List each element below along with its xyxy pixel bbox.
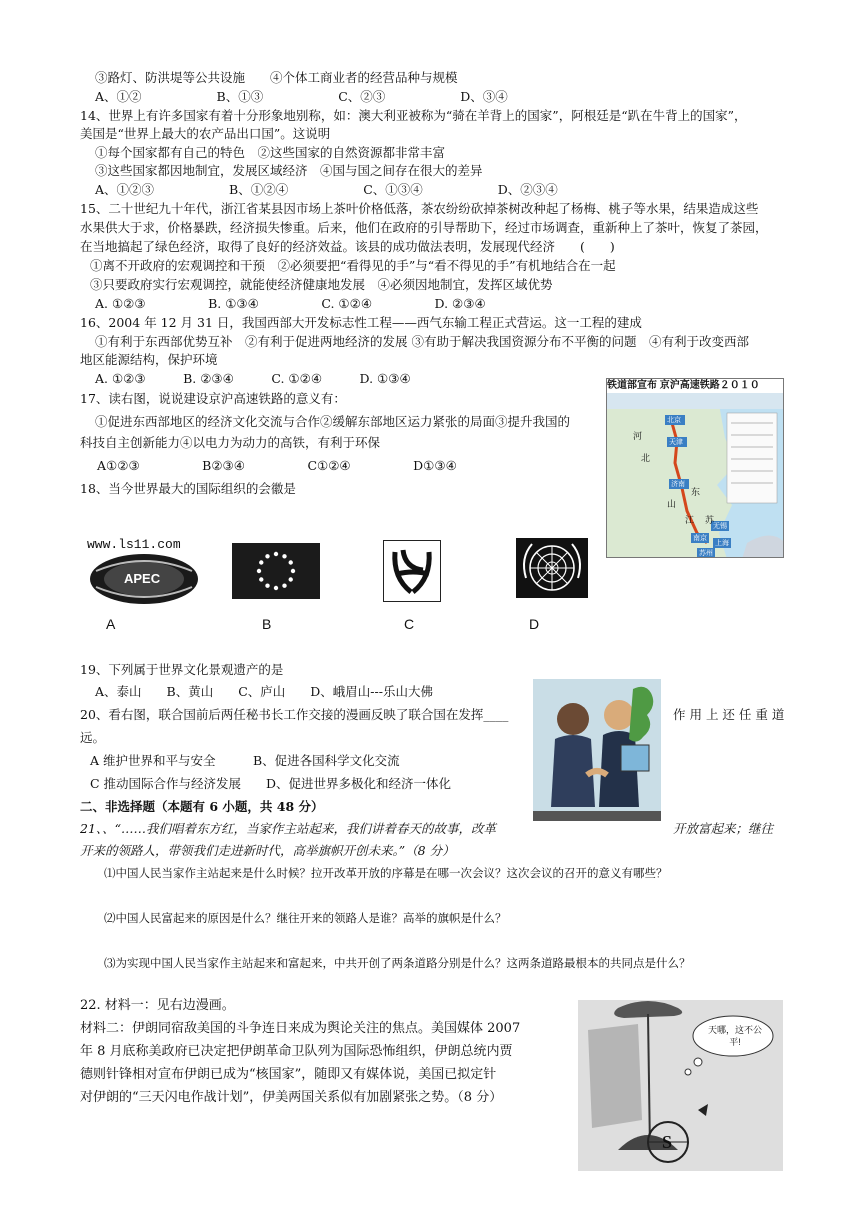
q16-options: ①有利于东西部优势互补 ②有利于促进两地经济的发展 ③有助于解决我国资源分布不平衡的问题 ④有利于改变西部 [95, 334, 749, 349]
city-label-tianjin: 天津 [669, 438, 683, 446]
q22-material-2-line2: 年 8 月底称美政府已决定把伊朗革命卫队列为国际恐怖组织，伊朗总统内贾 [80, 1044, 513, 1059]
q20-stem-cont: 远。 [80, 730, 106, 745]
un-handover-cartoon [533, 679, 661, 821]
q13-option-34: ③路灯、防洪堤等公共设施 ④个体工商业者的经营品种与规模 [95, 70, 458, 85]
eu-star [282, 554, 286, 558]
q14-stem-cont: 美国是“世界上最大的农产品出口国”。这说明 [80, 126, 331, 141]
q20-stem-right: 作 用 上 还 任 重 道 [673, 707, 785, 722]
eu-star [257, 569, 261, 573]
q15-option-12: ①离不开政府的宏观调控和干预 ②必须要把“看得见的手”与“看不得见的手”有机地结合在一起 [90, 258, 616, 273]
q22-material-2-line1: 材料二：伊朗同宿敌美国的斗争连日来成为舆论关注的焦点。美国媒体 2007 [80, 1021, 521, 1036]
q15-stem-cont2: 在当地搞起了绿色经济，取得了良好的经济效益。该县的成功做法表明，发展现代经济 ( ) [80, 239, 615, 254]
eu-star [265, 584, 269, 588]
iran-cartoon-letter: S [662, 1132, 673, 1152]
eu-star [282, 584, 286, 588]
railway-map-title: 铁道部宣布 京沪高速铁路２０１０ [607, 379, 784, 393]
eu-star [259, 560, 263, 564]
city-label-suzhou: 苏州 [699, 549, 713, 557]
q14-option-34: ③这些国家都因地制宜，发展区域经济 ④国与国之间存在很大的差异 [95, 163, 483, 178]
q16-stem: 16、2004 年 12 月 31 日，我国西部大开发标志性工程——西气东输工程正式营运。这一工程的建成 [80, 315, 642, 330]
city-label-jinan: 济南 [671, 480, 685, 488]
watermark-url: www.ls11.com [87, 537, 181, 552]
city-label-shanghai: 上海 [715, 539, 729, 547]
city-label-beijing: 北京 [667, 416, 681, 424]
eu-star [259, 577, 263, 581]
eu-flag-logo [232, 543, 320, 599]
province-char-4: 东 [691, 488, 701, 498]
eu-star [289, 577, 293, 581]
q20-option-cd: C 推动国际合作与经济发展 D、促进世界多极化和经济一体化 [90, 776, 452, 791]
province-char-1: 河 [633, 432, 643, 442]
logo-label-b: B [262, 616, 272, 632]
iran-cartoon [578, 1000, 783, 1171]
railway-map-figure [606, 378, 784, 558]
q19-choices: A、泰山 B、黄山 C、庐山 D、峨眉山---乐山大佛 [95, 684, 433, 699]
q20-stem: 20、看右图，联合国前后两任秘书长工作交接的漫画反映了联合国在发挥____ [80, 707, 509, 722]
q17-options: ①促进东西部地区的经济文化交流与合作②缓解东部地区运力紧张的局面③提升我国的 [95, 414, 571, 429]
wto-logo [383, 540, 441, 602]
q16-choices: A. ①②③ B. ②③④ C. ①②④ D. ①③④ [95, 371, 411, 386]
eu-star [274, 586, 278, 590]
logo-label-a: A [106, 616, 116, 632]
q21-quote-right: 开放富起来；继往 [673, 821, 774, 836]
province-char-5: 江 [685, 516, 695, 526]
q21-sub-3: ⑶为实现中国人民当家作主站起来和富起来，中共开创了两条道路分别是什么？这两条道路最根本的共同点是什么？ [104, 956, 691, 970]
q22-material-1: 22. 材料一：见右边漫画。 [80, 998, 235, 1013]
q14-stem: 14、世界上有许多国家有着十分形象地别称，如：澳大利亚被称为“骑在羊背上的国家”，阿根廷是“趴在牛背上的国家”， [80, 108, 747, 123]
q21-quote: 21、、“……我们唱着东方红，当家作主站起来，我们讲着春天的故事，改革 [80, 821, 497, 836]
logo-label-d: D [529, 616, 540, 632]
q17-choices: A①②③ B②③④ C①②④ D①③④ [97, 458, 457, 473]
city-label-wuxi: 无锡 [713, 522, 727, 530]
q13-choices: A、①② B、①③ C、②③ D、③④ [95, 89, 508, 104]
q15-option-34: ③只要政府实行宏观调控，就能使经济健康地发展 ④必须因地制宜，发挥区域优势 [90, 277, 553, 292]
q21-sub-2: ⑵中国人民富起来的原因是什么？继往开来的领路人是谁？高举的旗帜是什么？ [104, 911, 507, 925]
q22-material-2-line3: 德则针锋相对宣布伊朗已成为“核国家”，随即又有媒体说，美国已拟定针 [80, 1067, 497, 1082]
q20-option-ab: A 维护世界和平与安全 B、促进各国科学文化交流 [90, 753, 400, 768]
un-emblem-logo [516, 538, 588, 598]
province-char-6: 苏 [705, 516, 715, 526]
q14-option-12: ①每个国家都有自己的特色 ②这些国家的自然资源都非常丰富 [95, 145, 446, 160]
province-char-3: 山 [667, 500, 677, 510]
q21-sub-1: ⑴中国人民当家作主站起来是什么时候？拉开改革开放的序幕是在哪一次会议？这次会议的召开的意义有哪些？ [104, 866, 668, 880]
q15-stem-cont1: 水果供大于求，价格暴跌，经济损失惨重。后来，他们在政府的引导帮助下，经过市场调查，重新种上了茶叶，恢复了茶园， [80, 220, 768, 235]
q22-material-2-line4: 对伊朗的“三天闪电作战计划”，伊美两国关系似有加剧紧张之势。（8 分） [80, 1090, 503, 1105]
eu-star [274, 552, 278, 556]
q17-stem: 17、读右图，说说建设京沪高速铁路的意义有： [80, 391, 346, 406]
city-label-nanjing: 南京 [693, 534, 707, 542]
logo-label-c: C [404, 616, 415, 632]
apec-logo-text: APEC [124, 571, 161, 586]
province-char-2: 北 [641, 454, 651, 464]
q15-choices: A. ①②③ B. ①③④ C. ①②④ D. ②③④ [95, 296, 486, 311]
q14-choices: A、①②③ B、①②④ C、①③④ D、②③④ [95, 182, 558, 197]
eu-star [265, 554, 269, 558]
section-2-heading: 二、非选择题（本题有 6 小题，共 48 分） [80, 799, 324, 814]
eu-star [289, 560, 293, 564]
q17-options-cont: 科技自主创新能力④以电力为动力的高铁，有利于环保 [80, 435, 381, 450]
iran-cartoon-bubble: 天哪，这不公平! [707, 1025, 762, 1047]
q16-options-cont: 地区能源结构，保护环境 [80, 352, 218, 367]
q15-stem: 15、二十世纪九十年代，浙江省某县因市场上茶叶价格低落，茶农纷纷砍掉茶树改种起了杨梅、桃子等水果，结果造成这些 [80, 201, 759, 216]
q19-stem: 19、下列属于世界文化景观遗产的是 [80, 662, 284, 677]
eu-star [291, 569, 295, 573]
q18-stem: 18、当今世界最大的国际组织的会徽是 [80, 481, 296, 496]
q21-quote-cont: 开来的领路人，带领我们走进新时代，高举旗帜开创未来。”（8 分） [80, 843, 455, 858]
